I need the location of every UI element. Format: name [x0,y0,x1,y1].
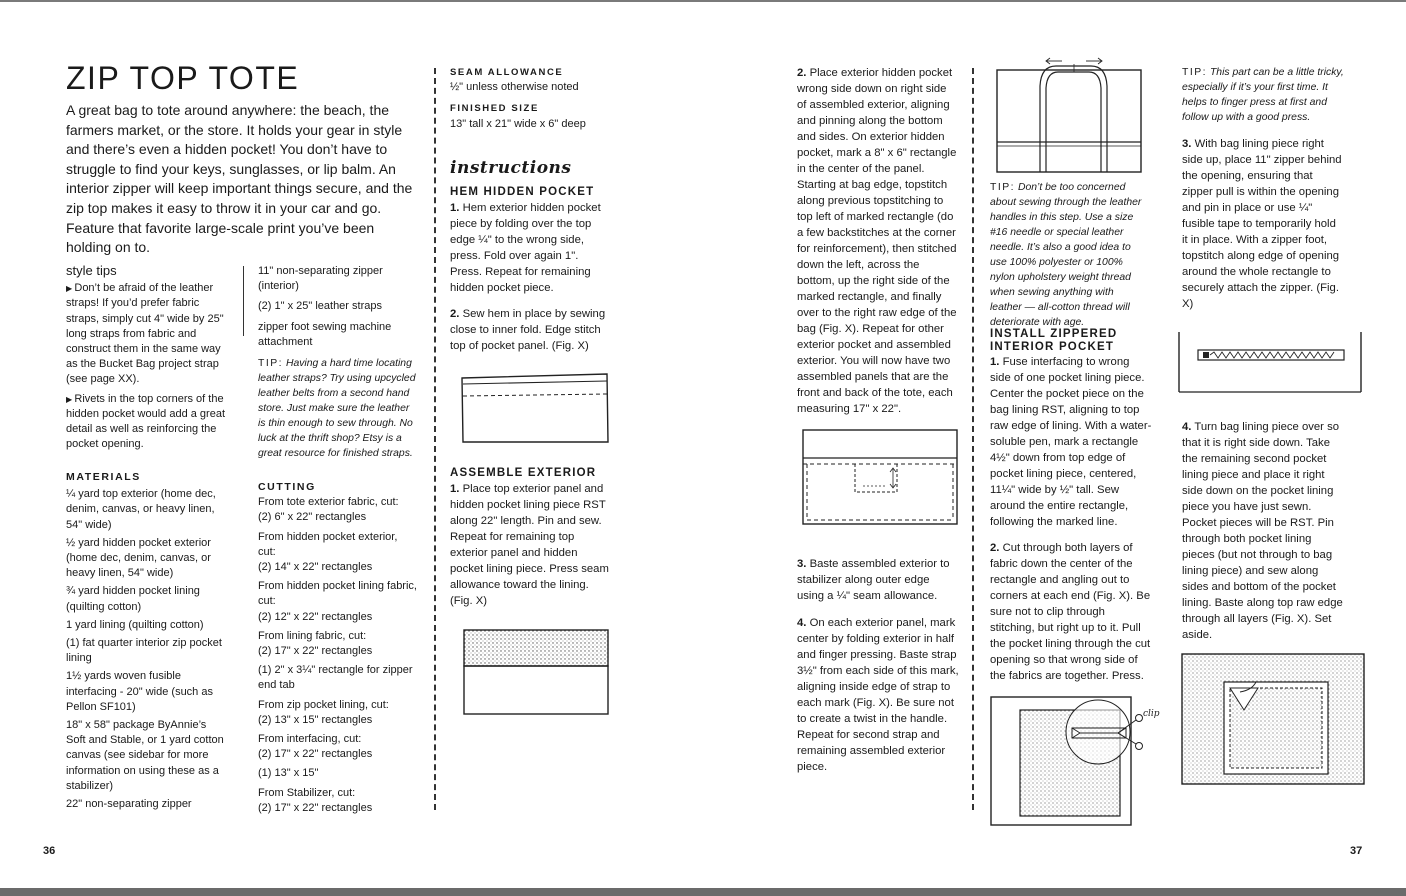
cutting-heading: CUTTING [258,481,316,493]
page-number-right: 37 [1350,845,1363,857]
exterior-step-3: 3. Baste assembled exterior to stabilizer along outer edge using a ¼" seam allowance. [797,558,950,602]
style-tip-item: ▶ Don’t be afraid of the leather straps! If you’d prefer fabric straps, simply cut 4" wide by 25" long straps from fabric and construct them in the same way as the Bucket Bag project strap (see page XX). [66,282,224,386]
zippered-pocket-heading: INSTALL ZIPPERED INTERIOR POCKET [990,328,1118,353]
assemble-section [450,465,610,609]
material-item: 1½ yards woven fusible interfacing - 20" wide (such as Pellon SF101) [66,670,213,713]
hem-section [450,184,610,354]
cutting-item: (1) 2" x 3¼" rectangle for zipper end tab [258,664,413,692]
figure-assembled-exterior [460,626,612,718]
instructions-heading: instructions [450,158,572,178]
figure-hemmed-pocket [457,370,612,446]
figure-strap-placement [994,56,1144,176]
style-tips-heading: style tips [66,263,117,278]
specs-section [450,65,615,132]
finished-size-value: 13" tall x 21" wide x 6" deep [450,117,586,130]
material-item: zipper foot sewing machine attachment [258,320,392,348]
tip-label: TIP: [258,358,284,369]
cutting-item: From hidden pocket lining fabric, cut: (2) 12" x 22" rectangles [258,580,417,623]
cutting-item: From Stabilizer, cut: (2) 17" x 22" rectangles [258,786,373,814]
material-item: 18" x 58" package ByAnnie’s Soft and Stable, or 1 yard cotton canvas (see sidebar for more information on using these as a stabilizer) [66,719,224,792]
hem-heading: HEM HIDDEN POCKET [450,186,595,198]
tip-leather-sewing: TIP: Don’t be too concerned about sewing through the leather handles in this step. Use a size #16 needle or special leather needle. It’s also a good idea to use 100% polyester or 100% nylon upholstery weight thread when sewing anything with leather — all-cotton thread will deteriorate with age. [990,182,1142,328]
hem-step-1: 1. Hem exterior hidden pocket piece by folding over the top edge ¼" to the wrong side, press. Fold over again 1". Press. Repeat for remaining hidden pocket piece. [450,202,601,294]
assemble-heading: ASSEMBLE EXTERIOR [450,467,597,479]
cutting-item: From tote exterior fabric, cut: (2) 6" x 22" rectangles [258,496,399,524]
cutting-section [258,480,418,820]
seam-allowance-value: ½" unless otherwise noted [450,81,579,94]
column-divider [434,68,436,810]
triangle-bullet-icon: ▶ [66,284,75,294]
style-tip-item: ▶ Rivets in the top corners of the hidden pocket would add a great detail as well as reinforcing the pocket opening. [66,392,226,451]
material-item: 1 yard lining (quilting cotton) [66,618,204,631]
window-bottom-border [0,888,1406,896]
figure-exterior-pocket [801,428,961,528]
material-item: 22" non-separating zipper [66,798,192,811]
zipper-step-4-block [1182,419,1344,643]
figure-pocket-layers [1180,652,1366,786]
zipper-step-4: 4. Turn bag lining piece over so that it is right side down. Take the remaining second pocket lining piece and place it right side down on the pocket lining piece you have just sewn. Pocket pieces will be RST. Pin through both pocket lining pieces (but not through to bag lining piece) and sew along sides and bottom of the pocket lining. Baste along top raw edge through all layers (Fig. X). Set aside. [1182,421,1343,641]
material-item: (1) fat quarter interior zip pocket lining [66,637,222,665]
cutting-item: From zip pocket lining, cut: (2) 13" x 15" rectangles [258,698,389,726]
clip-label: clip [1143,709,1160,719]
cutting-item: From interfacing, cut: (2) 17" x 22" rectangles [258,733,373,761]
zipper-step-3: 3. With bag lining piece right side up, place 11" zipper behind the opening, ensuring that zipper pull is within the opening and pin in place or use ¼" fusible tape to temporarily hold it in place. With a zipper foot, topstitch along edge of opening around the whole rectangle to securely attach the zipper. (Fig. X) [1182,138,1342,310]
material-item: ½ yard hidden pocket exterior (home dec, denim, canvas, or heavy linen, 54" wide) [66,536,211,580]
page-title: ZIP TOP TOTE [66,60,300,96]
cutting-item: (1) 13" x 15" [258,767,319,780]
hem-step-2: 2. Sew hem in place by sewing close to inner fold. Edge stitch top of pocket panel. (Fig. X) [450,308,606,352]
intro-paragraph: A great bag to tote around anywhere: the beach, the farmers market, or the store. It holds your gear in style and there’s even a hidden pocket! You don’t have to struggle to find your keys, sunglasses, or lip balm. An interior zipper will keep important things secure, and the zip top makes it easy to throw it in your car and go. Feature that favorite large-scale print you’ve been holding on to. [66,102,413,256]
column-divider [972,68,974,810]
cutting-item: From lining fabric, cut: (2) 17" x 22" rectangles [258,629,373,658]
pocket-step-2: 2. Cut through both layers of fabric down the center of the rectangle and angling out to corners at each end (Fig. X). Be sure not to clip through stitching, but right up to it. Pull the pocket lining through the cut opening so that wrong side of the fabrics are together. Press. [990,542,1151,682]
assemble-step-1: 1. Place top exterior panel and hidden pocket lining piece RST along 22" length. Pin and sew. Repeat for remaining top exterior panel and hidden pocket lining piece. Press seam allowance toward the lining. (Fig. X) [450,483,609,607]
exterior-step-4: 4. On each exterior panel, mark center by folding exterior in half and finger pressing. Baste strap 3½" from each side of this mark, aligning inside edge of strap to each mark (Fig. X). Be sure not to create a twist in the handle. Repeat for second strap and remaining assembled exterior piece. [797,617,959,773]
window-top-border [0,0,1406,2]
tip-label: TIP: [1182,67,1208,78]
material-item: (2) 1" x 25" leather straps [258,300,382,313]
materials-section [66,470,228,815]
material-item: ¼ yard top exterior (home dec, denim, canvas, or heavy linen, 54" wide) [66,488,216,531]
tip-finger-press: TIP: This part can be a little tricky, especially if it’s your first time. It helps to finger press at first and follow up with a good press. [1182,67,1344,123]
seam-allowance-heading: SEAM ALLOWANCE [450,67,564,78]
exterior-step-3-block [797,556,959,604]
right-col-1 [797,65,959,417]
page-number-left: 36 [43,845,56,857]
triangle-bullet-icon: ▶ [66,394,75,404]
style-tips-section [66,263,228,452]
cutting-item: From hidden pocket exterior, cut: (2) 14" x 22" rectangles [258,530,398,574]
materials-continued [258,264,418,353]
exterior-step-4-block [797,615,959,775]
material-item: ¾ yard hidden pocket lining (quilting cotton) [66,585,200,613]
finished-size-heading: FINISHED SIZE [450,103,539,115]
figure-zipper-opening [1176,330,1364,394]
column-rule [243,266,244,336]
exterior-step-2: 2. Place exterior hidden pocket wrong side down on right side of assembled exterior, aligning and pinning along the bottom and sides. On exterior hidden pocket, mark a 8" x 6" rectangle in the center of the panel. Starting at bag edge, topstitch along previous topstitching to top left of marked rectangle (do a few backstitches at the corner for reinforcement), then stitched down the left, across the bottom, up the right side of the marked rectangle, and finally over to the right raw edge of the bag (Fig. X). Repeat for other exterior pocket and assembled exterior. You will now have two assembled panels that are the front and back of the tote, each measuring 17" x 22". [797,67,957,415]
pocket-step-1: 1. Fuse interfacing to wrong side of one pocket lining piece. Center the pocket piece on the bag lining RST, aligning to top raw edge of lining. With a water-soluble pen, mark a rectangle 4½" down from top edge of pocket lining piece, centered, 11¼" wide by ½" tall. Sew around the entire rectangle, following the marked line. [990,356,1152,528]
zipper-step-3-block [1182,136,1344,312]
tip-leather-straps: TIP: Having a hard time locating leather straps? Try using upcycled leather belts from a second hand store. Just make sure the leather is thin enough to sew through. No luck at the thrift shop? Etsy is a great resource for finished straps. [258,358,416,459]
zippered-pocket-section [990,328,1152,684]
materials-heading: MATERIALS [66,471,141,483]
material-item: 11" non-separating zipper (interior) [258,265,383,293]
tip-label: TIP: [990,182,1016,193]
figure-clip-rectangle [988,694,1168,830]
